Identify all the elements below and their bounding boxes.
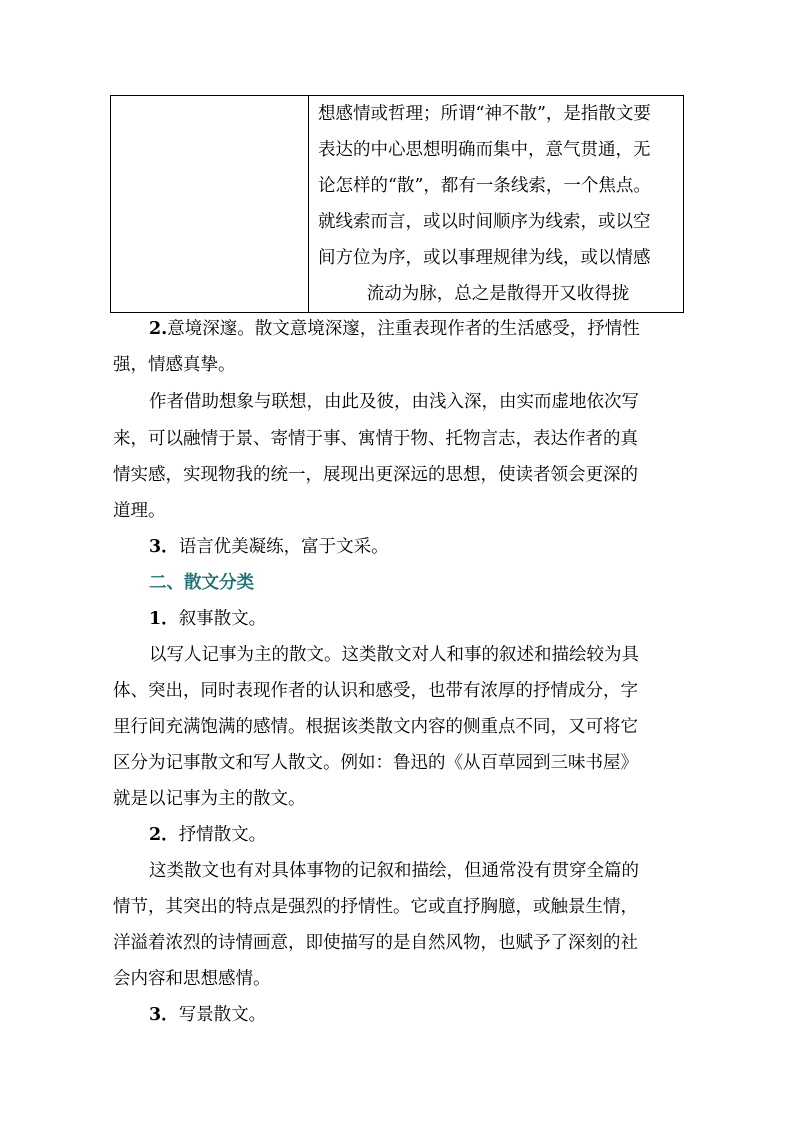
section-heading: 二、散文分类 — [149, 573, 254, 593]
paragraph-line — [149, 314, 640, 344]
paragraph-line: 里行间充满饱满的感情。根据该类散文内容的侧重点不同，又可将它 — [113, 717, 638, 737]
table-text-line: 就线索而言，或以时间顺序为线索，或以空 — [318, 212, 651, 232]
paragraph-text: 语言优美凝练，富于文采。 — [178, 537, 389, 557]
paragraph-line: 强，情感真挚。 — [113, 355, 236, 375]
paragraph-line: 区分为记事散文和写人散文。例如：鲁迅的《从百草园到三味书屋》 — [113, 753, 638, 773]
paragraph-text: 意境深邃。散文意境深邃，注重表现作者的生活感受，抒情性 — [167, 319, 640, 339]
list-item-title — [149, 1000, 266, 1030]
list-number: 3． — [149, 1005, 179, 1025]
paragraph-line: 这类散文也有对具体事物的记叙和描绘，但通常没有贯穿全篇的 — [149, 861, 639, 881]
paragraph-line: 来，可以融情于景、寄情于事、寓情于物、托物言志，表达作者的真 — [113, 429, 638, 449]
paragraph-line: 以写人记事为主的散文。这类散文对人和事的叙述和描绘较为具 — [149, 645, 639, 665]
paragraph-line: 作者借助想象与联想，由此及彼，由浅入深，由实而虚地依次写 — [149, 392, 639, 412]
paragraph-line — [149, 532, 389, 562]
paragraph-line: 体、突出，同时表现作者的认识和感受，也带有浓厚的抒情成分，字 — [113, 681, 638, 701]
list-number: 1． — [149, 609, 179, 629]
list-item-title — [149, 820, 266, 850]
paragraph-line: 就是以记事为主的散文。 — [113, 789, 306, 809]
table-text-line: 论怎样的“散”，都有一条线索，一个焦点。 — [318, 176, 651, 196]
table-column-divider — [308, 96, 309, 312]
table-text-line: 间方位为序，或以事理规律为线，或以情感 — [318, 248, 651, 268]
paragraph-line: 会内容和思想感情。 — [113, 969, 271, 989]
item-title-text: 写景散文。 — [178, 1005, 267, 1025]
list-number: 2． — [149, 825, 179, 845]
item-title-text: 抒情散文。 — [178, 825, 267, 845]
item-title-text: 叙事散文。 — [178, 609, 267, 629]
table-text-line: 表达的中心思想明确而集中，意气贯通，无 — [318, 140, 651, 160]
table-text-line: 想感情或哲理；所谓“神不散”，是指散文要 — [318, 104, 651, 124]
paragraph-line: 道理。 — [113, 501, 166, 521]
paragraph-line: 洋溢着浓烈的诗情画意，即使描写的是自然风物，也赋予了深刻的社 — [113, 933, 638, 953]
table-text-line: 流动为脉，总之是散得开又收得拢 — [366, 284, 630, 304]
list-number: 2. — [149, 319, 168, 339]
definition-table — [110, 95, 684, 313]
list-item-title — [149, 604, 266, 634]
paragraph-line: 情实感，实现物我的统一，展现出更深远的思想，使读者领会更深的 — [113, 465, 638, 485]
list-number: 3． — [149, 537, 179, 557]
paragraph-line: 情节，其突出的特点是强烈的抒情性。它或直抒胸臆，或触景生情， — [113, 897, 638, 917]
